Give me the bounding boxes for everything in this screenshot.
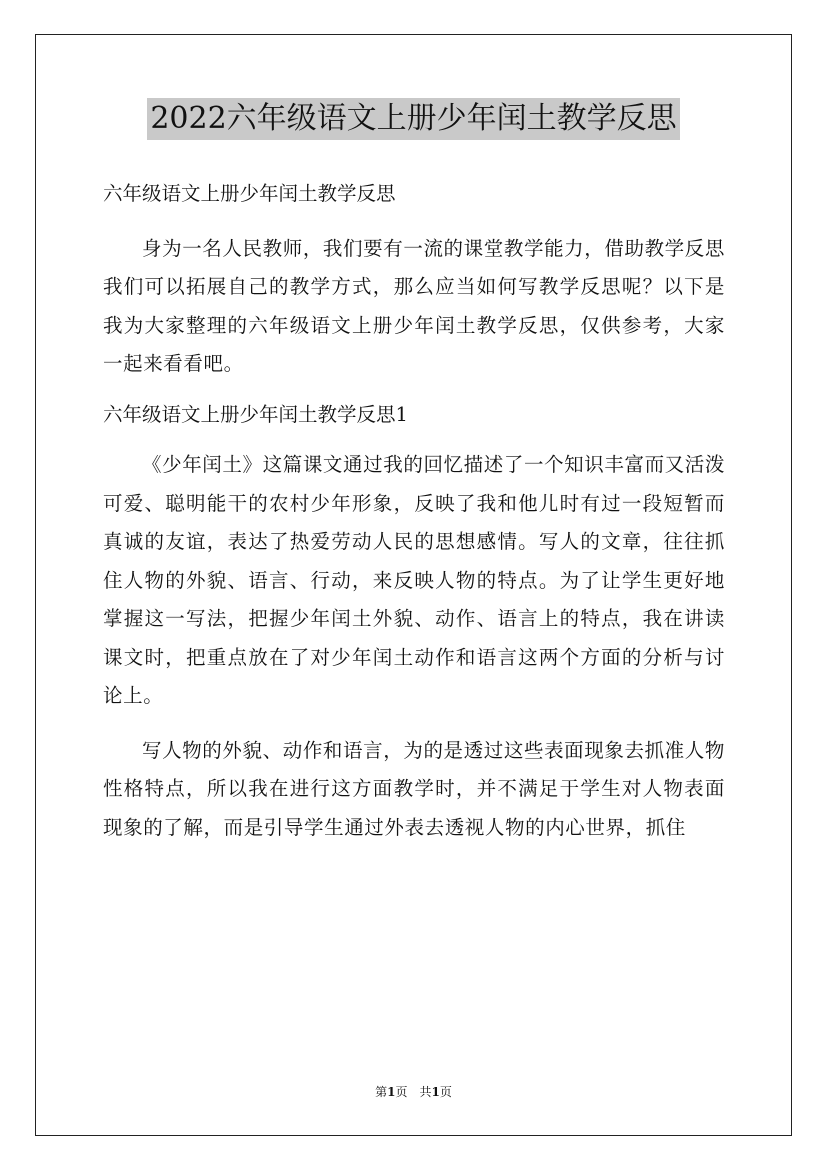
footer-middle: 页 共	[395, 1085, 432, 1099]
intro-paragraph: 身为一名人民教师，我们要有一流的课堂教学能力，借助教学反思我们可以拓展自己的教学方式，那么应当如何写教学反思呢？以下是我为大家整理的六年级语文上册少年闰土教学反思，仅供参考，大家一起来看看吧。	[103, 236, 725, 375]
document-subtitle: 六年级语文上册少年闰土教学反思	[103, 182, 396, 205]
body-paragraph-1: 《少年闰土》这篇课文通过我的回忆描述了一个知识丰富而又活泼可爱、聪明能干的农村少年形象，反映了我和他儿时有过一段短暂而真诚的友谊，表达了热爱劳动人民的思想感情。写人的文章，往往抓住人物的外貌、语言、行动，来反映人物的特点。为了让学生更好地掌握这一写法，把握少年闰土外貌、动作、语言上的特点，我在讲读课文时，把重点放在了对少年闰土动作和语言这两个方面的分析与讨论上。	[103, 453, 725, 707]
spacer	[103, 716, 725, 732]
footer-page-number: 1	[387, 1085, 396, 1099]
spacer	[103, 214, 725, 230]
spacer	[103, 384, 725, 396]
document-title: 2022六年级语文上册少年闰土教学反思	[147, 98, 679, 140]
spacer	[103, 434, 725, 446]
footer-prefix: 第	[375, 1085, 388, 1099]
body-paragraph-2: 写人物的外貌、动作和语言，为的是透过这些表面现象去抓准人物性格特点，所以我在进行这方面教学时，并不满足于学生对人物表面现象的了解，而是引导学生通过外表去透视人物的内心世界，抓住	[103, 738, 725, 839]
footer-suffix: 页	[439, 1085, 452, 1099]
document-body	[103, 175, 725, 847]
section-heading: 六年级语文上册少年闰土教学反思1	[103, 402, 408, 426]
page-footer	[0, 1083, 827, 1100]
footer-page-total: 1	[431, 1085, 440, 1099]
title-container	[0, 98, 827, 140]
